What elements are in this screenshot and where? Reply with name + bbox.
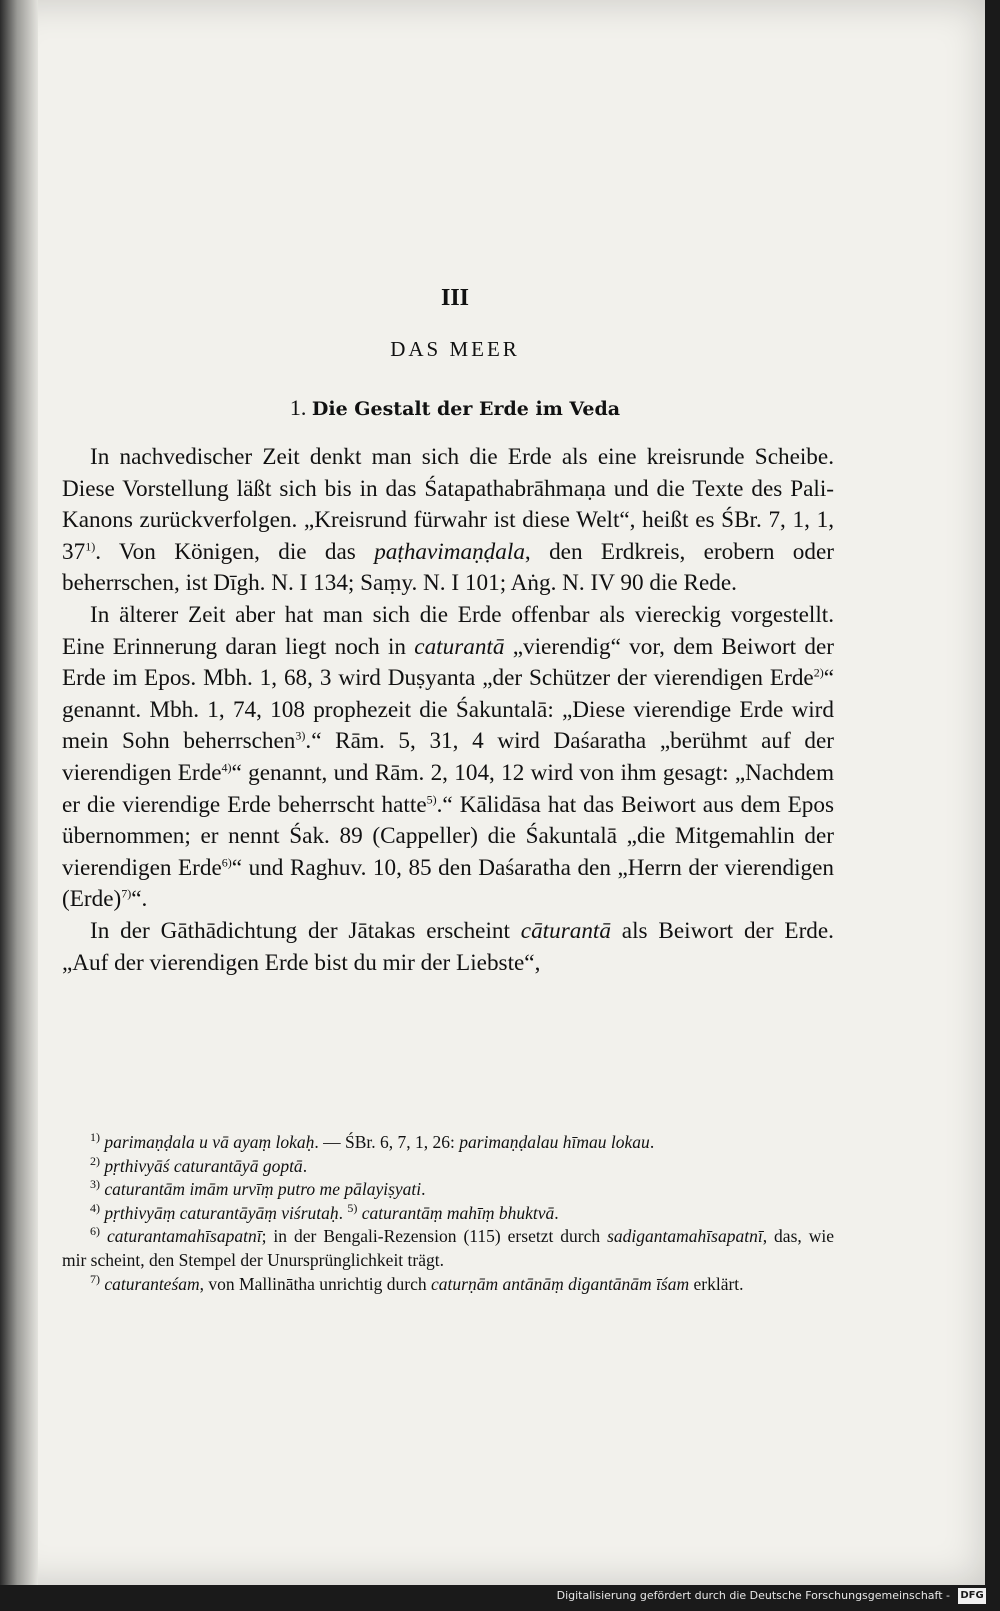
text-run: , den Erdkreis, erobern oder beherrschen, ist Dīgh. N. I 134; Saṃy. N. I 101; Aṅg. N. IV 90 die Rede. — [62, 538, 834, 597]
italic-term: caturantamahīsapatnī — [106, 1226, 262, 1247]
footnote-marker: 4) — [221, 760, 232, 775]
text-run: “ genannt. Mbh. 1, 74, 108 prophezeit die Śakuntalā: „Diese vierendige Erde wird mein Sohn beherrschen — [62, 665, 834, 755]
italic-term: paṭhavimaṇḍala — [374, 538, 525, 565]
footnotes — [62, 1131, 834, 1296]
footnote-marker: 1) — [85, 539, 96, 554]
footnote-marker: 6) — [221, 854, 232, 869]
text-run: . — ŚBr. 6, 7, 1, 26: — [314, 1132, 460, 1152]
section-title: Die Gestalt der Erde im Veda — [311, 398, 621, 420]
italic-term: cāturantā — [520, 917, 611, 944]
section-heading — [60, 395, 850, 421]
footnote-marker: 2) — [90, 1153, 100, 1168]
footnote-marker: 3) — [295, 728, 306, 743]
italic-term: caturantā — [414, 633, 505, 660]
italic-term: parimaṇḍalau hīmau lokau — [459, 1132, 650, 1152]
text-run: “ und Raghuv. 10, 85 den Daśaratha den „Herrn der vierendigen (Erde) — [62, 854, 834, 913]
text-run: In älterer Zeit aber hat man sich die Erde offenbar als viereckig vorgestellt. Eine Erinnerung daran liegt noch in — [62, 601, 834, 660]
text-run — [100, 1226, 107, 1246]
text-run: . Von Königen, die das — [95, 538, 375, 565]
chapter-title: DAS MEER — [390, 337, 520, 361]
dfg-logo: DFG — [958, 1588, 986, 1604]
italic-term: caturantām imām urvīṃ putro me pālayiṣyati — [104, 1179, 422, 1200]
italic-term: pṛthivyāṃ caturantāyāṃ viśrutaḥ — [104, 1202, 339, 1223]
paragraph — [62, 600, 834, 916]
footnote-marker: 5) — [347, 1200, 358, 1215]
italic-term: pṛthivyāś caturantāyā goptā — [104, 1155, 303, 1176]
text-run: , das, wie mir scheint, den Stempel der Unursprünglichkeit trägt. — [62, 1226, 834, 1270]
text-run: ; in der Bengali-Rezension (115) ersetzt durch — [261, 1226, 608, 1247]
chapter-number: III — [440, 285, 470, 311]
text-run: , von Mallinātha unrichtig durch — [199, 1273, 431, 1294]
text-run: . — [302, 1155, 308, 1176]
text-run: .“ Rām. 5, 31, 4 wird Daśaratha „berühmt auf der vierendigen Erde — [62, 728, 834, 786]
italic-term: parimaṇḍala u vā ayaṃ lokaḥ — [104, 1132, 315, 1152]
footnote-marker: 7) — [121, 886, 132, 901]
text-run: .“ Kālidāsa hat das Beiwort aus dem Epos übernommen; er nennt Śak. 89 (Cappeller) die Śakuntalā „die Mitgemahlin der vierendigen Erde — [62, 791, 834, 881]
text-run: „vierendig“ vor, dem Beiwort der Erde im Epos. Mbh. 1, 68, 3 wird Duṣyanta „der Schützer der vierendigen Erde — [62, 633, 834, 692]
section-number: 1. — [289, 395, 307, 420]
text-run: . — [338, 1202, 348, 1223]
footnote — [62, 1178, 834, 1202]
italic-term: caturṇām antānāṃ digantānām īśam — [431, 1273, 690, 1294]
italic-term: caturantāṃ mahīṃ bhuktvā — [361, 1202, 555, 1223]
paragraph — [62, 442, 834, 600]
text-run: In der Gāthādichtung der Jātakas erscheint — [90, 917, 521, 944]
footnote-marker: 1) — [90, 1130, 100, 1145]
footnote — [62, 1155, 834, 1179]
footnote — [62, 1273, 834, 1297]
text-run: “. — [131, 886, 148, 913]
text-run: In nachvedischer Zeit denkt man sich die Erde als eine kreisrunde Scheibe. Diese Vorstellung läßt sich bis in das Śatapathabrāhmaṇa und die Texte des Pali-Kanons zurückverfolgen. „Kreisrund fürwahr ist diese Welt“, heißt es ŚBr. 7, 1, 1, 37 — [62, 444, 834, 565]
footnote-marker: 6) — [90, 1224, 100, 1239]
body-text — [62, 442, 834, 979]
italic-term: sadigantamahīsapatnī — [607, 1226, 763, 1247]
footnote — [62, 1202, 834, 1226]
paragraph — [62, 916, 834, 979]
footnote-marker: 2) — [813, 665, 824, 680]
footnote-marker: 4) — [90, 1200, 100, 1215]
text-run: . — [554, 1202, 559, 1223]
text-run: “ genannt, und Rām. 2, 104, 12 wird von ihm gesagt: „Nachdem er die vierendige Erde beherrscht hatte — [62, 759, 834, 818]
book-spine-shadow — [0, 0, 38, 1585]
text-run: . — [421, 1179, 426, 1200]
footnote-marker: 3) — [90, 1177, 100, 1192]
text-run: als Beiwort der Erde. „Auf der vierendigen Erde bist du mir der Liebste“, — [62, 917, 834, 976]
text-run: . — [649, 1132, 655, 1152]
footnote — [62, 1225, 834, 1272]
footnote-marker: 7) — [90, 1271, 100, 1286]
footnote-marker: 5) — [426, 791, 437, 806]
italic-term: caturanteśam — [104, 1273, 200, 1294]
text-run: erklärt. — [689, 1273, 744, 1294]
digitization-note: Digitalisierung gefördert durch die Deutsche Forschungsgemeinschaft - — [556, 1589, 950, 1602]
footnote — [62, 1131, 834, 1155]
